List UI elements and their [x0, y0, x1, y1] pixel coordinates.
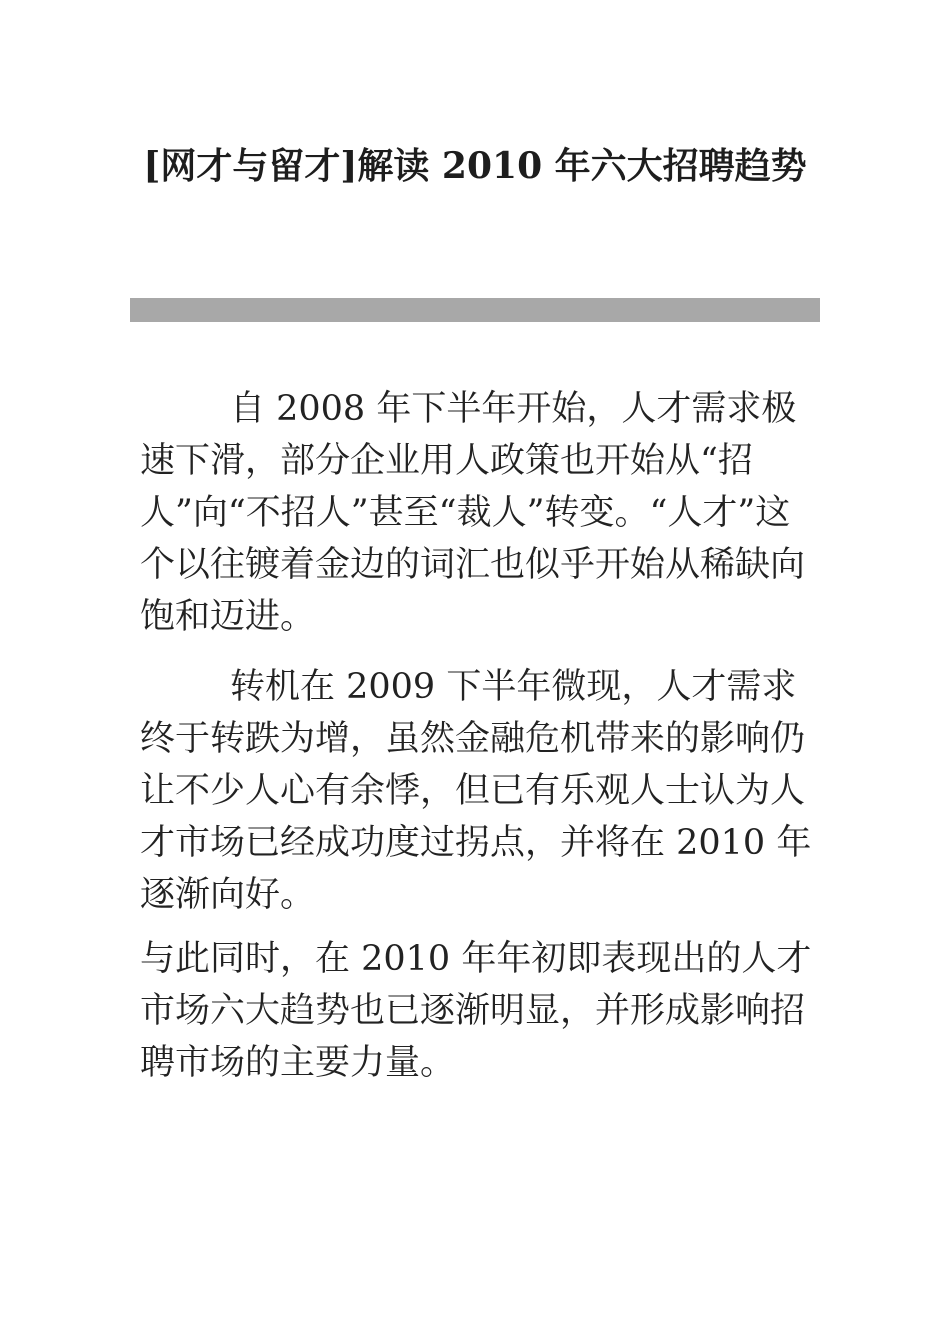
document-body — [140, 383, 812, 1089]
document-title: [网才与留才]解读 2010 年六大招聘趋势 — [143, 145, 807, 187]
paragraph-2: 转机在 2009 下半年微现，人才需求终于转跌为增，虽然金融危机带来的影响仍让不少人心有余悸，但已有乐观人士认为人才市场已经成功度过拐点，并将在 2010 年逐渐向好。 — [140, 667, 812, 915]
title-divider — [130, 298, 820, 322]
paragraph-1: 自 2008 年下半年开始，人才需求极速下滑，部分企业用人政策也开始从“招人”向“不招人”甚至“裁人”转变。“人才”这个以往镀着金边的词汇也似乎开始从稀缺向饱和迈进。 — [140, 389, 806, 637]
paragraph-3: 与此同时，在 2010 年年初即表现出的人才市场六大趋势也已逐渐明显，并形成影响招聘市场的主要力量。 — [140, 939, 812, 1083]
